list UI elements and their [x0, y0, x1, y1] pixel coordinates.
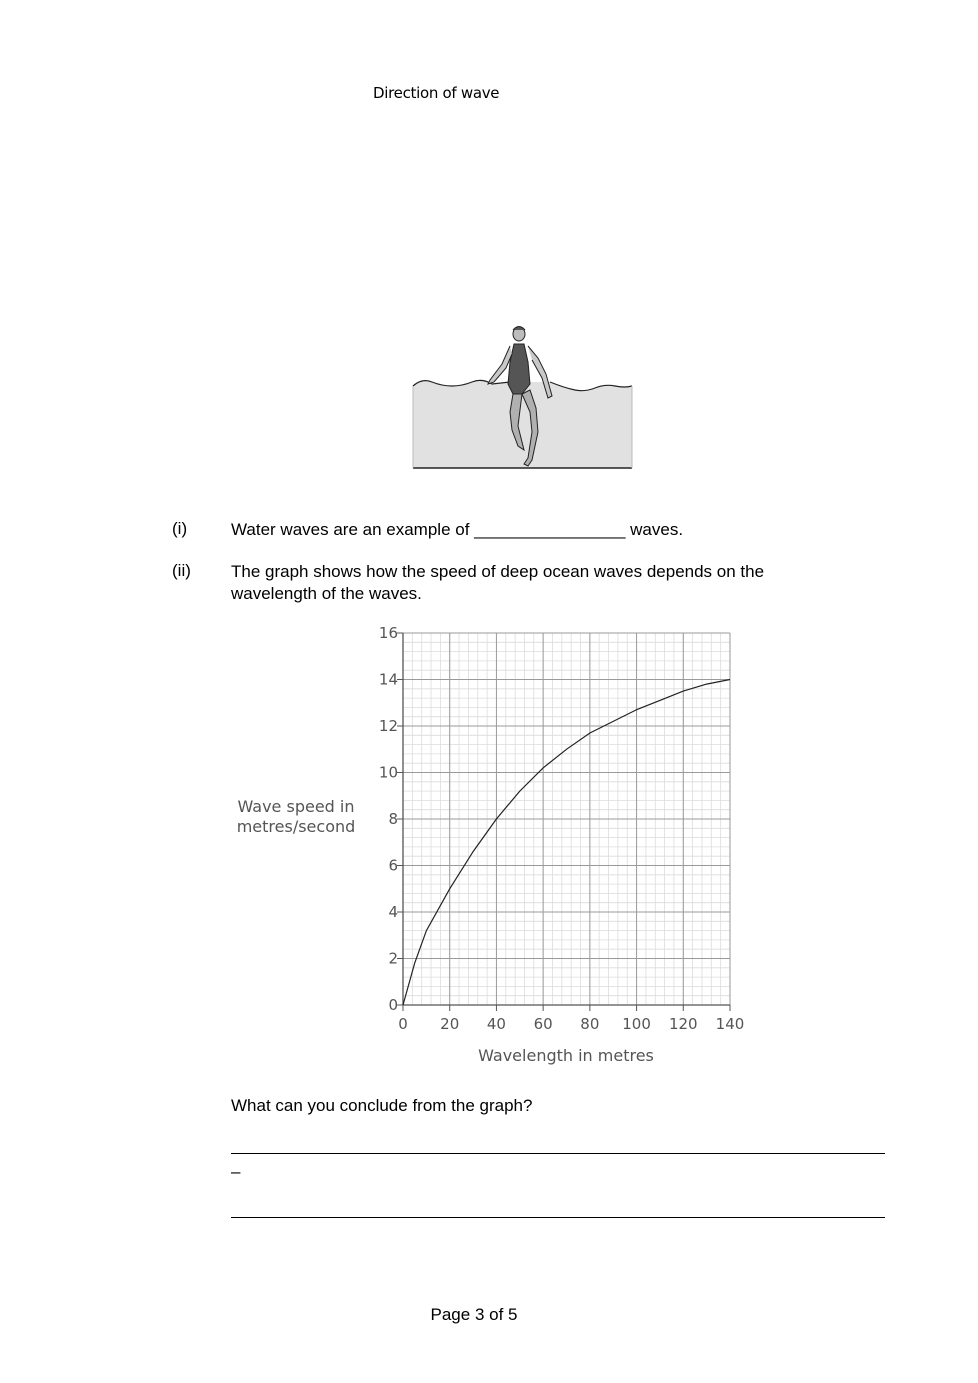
y-tick-label: 6 [388, 856, 398, 875]
x-tick-label: 120 [668, 1015, 698, 1033]
series-line-wave-speed [403, 680, 730, 1006]
y-tick-label: 8 [388, 810, 398, 828]
y-tick-label: 12 [378, 717, 398, 735]
x-tick-label: 40 [486, 1015, 506, 1033]
x-tick-label: 60 [533, 1015, 553, 1033]
conclusion-prompt: What can you conclude from the graph? [231, 1096, 533, 1115]
x-tick-label: 0 [398, 1015, 408, 1033]
x-tick-label: 100 [622, 1015, 651, 1033]
x-tick-label: 20 [440, 1015, 460, 1033]
y-tick-label: 4 [388, 903, 398, 921]
answer-line-1[interactable] [231, 1153, 885, 1154]
direction-of-wave-label: Direction of wave [373, 84, 500, 102]
y-axis-label-line-2: metres/second [236, 817, 356, 836]
y-tick-label: 10 [378, 763, 398, 782]
y-tick-label: 14 [378, 670, 398, 689]
y-axis-label-line-1: Wave speed in [237, 797, 355, 816]
question-text-ii: The graph shows how the speed of deep ocean waves depends on the wavelength of the waves. [231, 562, 765, 603]
y-tick-label: 2 [388, 949, 398, 968]
answer-line-dash: – [231, 1162, 241, 1181]
question-number-ii: (ii) [172, 561, 191, 580]
page-number: Page 3 of 5 [430, 1305, 518, 1324]
answer-line-2[interactable] [231, 1217, 885, 1218]
y-tick-label: 16 [378, 624, 398, 642]
y-tick-label: 0 [388, 996, 398, 1014]
wave-speed-chart [230, 620, 760, 1075]
x-tick-label: 140 [715, 1015, 745, 1033]
question-number-i: (i) [172, 519, 188, 538]
swimmer-in-water-figure [410, 322, 636, 474]
question-text-i: Water waves are an example of ________________ waves. [231, 520, 684, 539]
x-axis-label: Wavelength in metres [478, 1046, 654, 1065]
x-tick-label: 80 [580, 1015, 600, 1033]
